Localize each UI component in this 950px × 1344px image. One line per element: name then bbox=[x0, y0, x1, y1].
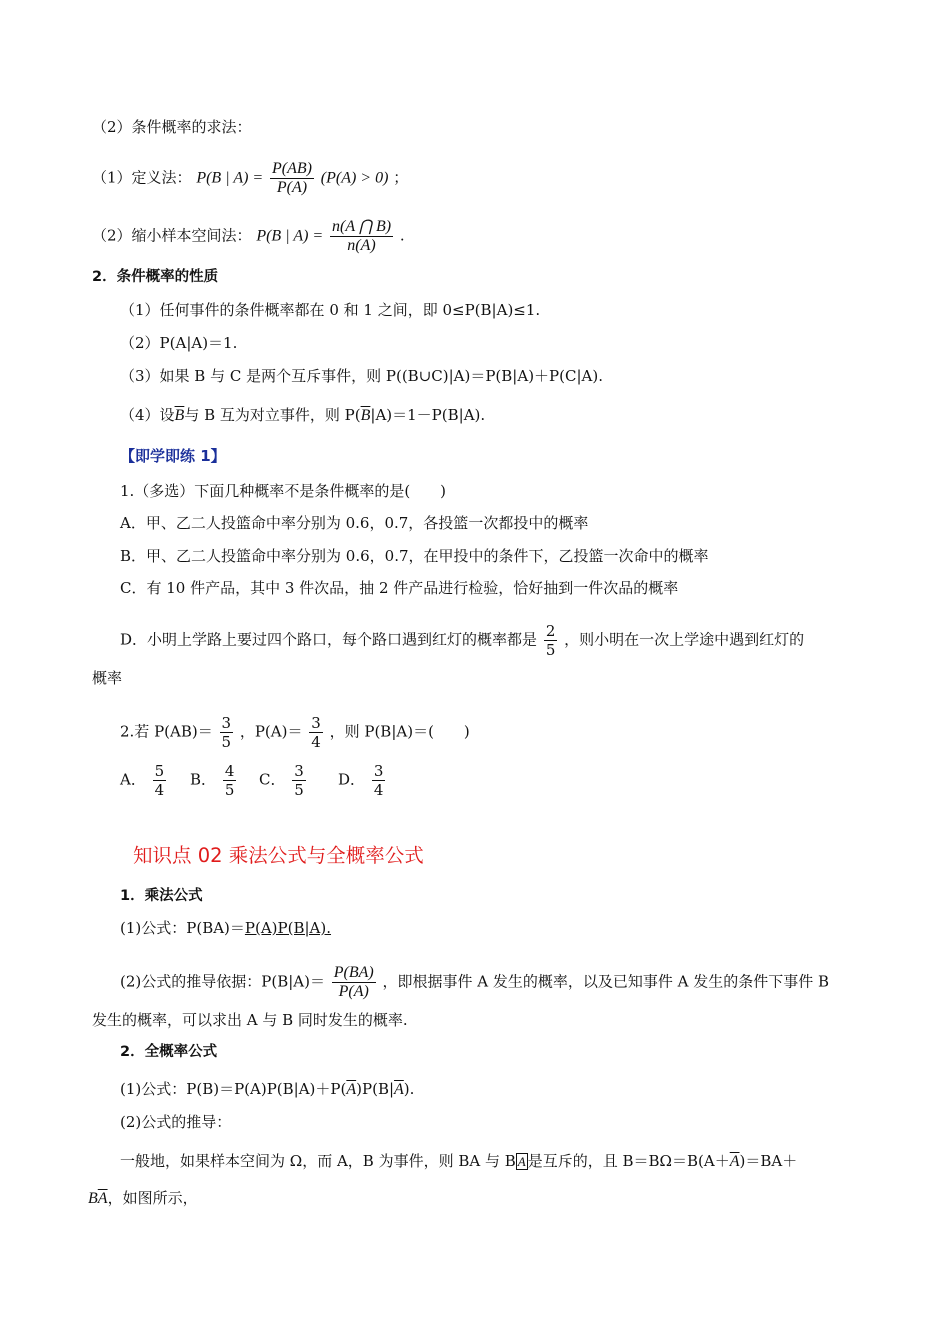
g3-a: 一般地，如果样本空间为 Ω，而 A，B 为事件，则 BA 与 B bbox=[120, 1152, 516, 1170]
q2-option-c-label: C． bbox=[259, 770, 286, 789]
q2-option-b bbox=[190, 762, 238, 799]
def-lhs: P(B | A) = bbox=[196, 169, 264, 187]
question-1-option-a: A．甲、乙二人投篮命中率分别为 0.6，0.7，各投篮一次都投中的概率 bbox=[120, 514, 589, 532]
q2-option-d-den: 4 bbox=[373, 781, 384, 799]
total-probability-heading: 2．全概率公式 bbox=[120, 1044, 218, 1060]
q2-option-b-num: 4 bbox=[224, 762, 235, 780]
q2-option-a-frac bbox=[153, 762, 167, 799]
multiplication-heading: 1．乘法公式 bbox=[120, 888, 203, 904]
shrink-end: . bbox=[399, 226, 405, 245]
g4-c: ，如图所示， bbox=[107, 1189, 198, 1207]
q2-a: 2.若 P(AB)＝ bbox=[120, 722, 213, 741]
def-condition: (P(A) > 0) bbox=[320, 169, 389, 187]
def-numerator: P(AB) bbox=[272, 160, 312, 177]
g1-b-bar: $\overline{A}$ bbox=[346, 1081, 357, 1098]
q2-d2: 4 bbox=[311, 733, 321, 751]
multiplication-derivation-cont: 发生的概率，可以求出 A 与 B 同时发生的概率. bbox=[92, 1011, 408, 1029]
p4-a: （4）设 bbox=[120, 406, 175, 424]
f2-a: (2)公式的推导依据：P(B|A)＝ bbox=[120, 972, 325, 991]
question-1-option-b: B．甲、乙二人投篮命中率分别为 0.6，0.7，在甲投中的条件下，乙投篮一次命中的概率 bbox=[120, 547, 709, 565]
q2-option-c-num: 3 bbox=[294, 762, 304, 780]
g1-e: ). bbox=[403, 1080, 415, 1098]
g3-b-boxed: A bbox=[517, 1154, 526, 1169]
q2-option-d-num: 3 bbox=[373, 762, 384, 780]
multiplication-derivation bbox=[120, 964, 829, 1001]
def-fraction bbox=[270, 160, 314, 197]
q2-b: ，P(A)＝ bbox=[239, 722, 303, 741]
q2-c: ，则 P(B|A)＝( ) bbox=[329, 722, 470, 741]
shrink-denominator: n(A) bbox=[347, 237, 376, 254]
g1-a: (1)公式：P(B)＝P(A)P(B|A)＋P( bbox=[120, 1080, 347, 1098]
property-1: （1）任何事件的条件概率都在 0 和 1 之间，即 0≤P(B|A)≤1. bbox=[120, 301, 541, 319]
practice-title: 【即学即练 1】 bbox=[120, 447, 226, 465]
shrink-fraction bbox=[330, 218, 393, 255]
f2-b: ，即根据事件 A 发生的概率，以及已知事件 A 发生的条件下事件 B bbox=[382, 972, 830, 991]
q2-d1: 5 bbox=[221, 733, 232, 751]
q1d-b: ，则小明在一次上学途中遇到红灯的 bbox=[564, 630, 805, 649]
q1d-den: 5 bbox=[545, 641, 556, 659]
property-2: （2）P(A|A)＝1. bbox=[120, 334, 238, 352]
derivation-line-2 bbox=[88, 1188, 198, 1209]
f1-a: (1)公式：P(BA)＝ bbox=[120, 919, 245, 937]
derivation-line-1 bbox=[120, 1151, 797, 1172]
g1-d-bar: $\overline{A}$ bbox=[394, 1081, 404, 1098]
q2-option-d-frac bbox=[372, 762, 386, 799]
q1d-num: 2 bbox=[545, 622, 556, 640]
q2-option-b-label: B． bbox=[190, 770, 217, 789]
def-label: （1）定义法： bbox=[92, 168, 192, 187]
q2-option-c-den: 5 bbox=[294, 781, 304, 799]
p4-b-bar: $\overline{B}$ bbox=[174, 407, 185, 424]
q2-n2: 3 bbox=[311, 714, 321, 732]
total-probability-derivation: (2)公式的推导： bbox=[120, 1113, 232, 1131]
question-2 bbox=[120, 714, 470, 751]
p4-e: |A)＝1－P(B|A). bbox=[370, 406, 486, 424]
def-denominator: P(A) bbox=[276, 179, 308, 196]
f2-den: P(A) bbox=[338, 983, 369, 1000]
shrink-lhs: P(B | A) = bbox=[256, 227, 324, 245]
property-4 bbox=[120, 405, 485, 426]
p4-d-bar: $\overline{B}$ bbox=[360, 407, 371, 424]
g4-a: B bbox=[88, 1190, 98, 1207]
q2-option-a-label: A． bbox=[120, 770, 146, 789]
q2-option-c-frac bbox=[292, 762, 306, 799]
question-1-option-d-cont: 概率 bbox=[92, 669, 123, 687]
q2-option-d bbox=[338, 762, 387, 799]
q2-option-d-label: D． bbox=[338, 770, 366, 789]
q1d-fraction bbox=[544, 622, 558, 659]
q1d-a: D．小明上学路上要过四个路口，每个路口遇到红灯的概率都是 bbox=[120, 630, 538, 649]
properties-heading: 2．条件概率的性质 bbox=[92, 269, 219, 285]
property-3: （3）如果 B 与 C 是两个互斥事件，则 P((B∪C)|A)＝P(B|A)＋P(C|A). bbox=[120, 367, 603, 385]
p4-c: 与 B 互为对立事件，则 P( bbox=[184, 406, 361, 424]
g3-e: )＝BA＋ bbox=[739, 1152, 798, 1170]
question-1-option-c: C．有 10 件产品，其中 3 件次品，抽 2 件产品进行检验，恰好抽到一件次品的概率 bbox=[120, 579, 679, 597]
shrink-numerator: n(A ⋂ B) bbox=[332, 218, 392, 235]
q2-option-a-num: 5 bbox=[154, 762, 165, 780]
total-probability-formula bbox=[120, 1079, 414, 1100]
shrink-sample-method bbox=[92, 218, 405, 255]
definition-method bbox=[92, 160, 408, 197]
question-1: 1.（多选）下面几种概率不是条件概率的是( ) bbox=[120, 482, 447, 500]
f2-num: P(BA) bbox=[333, 964, 374, 981]
g1-c: )P(B| bbox=[356, 1080, 395, 1098]
q2-option-b-den: 5 bbox=[224, 781, 235, 799]
multiplication-formula bbox=[120, 918, 331, 938]
def-end: ； bbox=[393, 168, 409, 187]
q2-option-a-den: 4 bbox=[154, 781, 165, 799]
f1-b-underlined: P(A)P(B|A). bbox=[244, 919, 332, 937]
method-heading: （2）条件概率的求法： bbox=[92, 118, 252, 136]
q2-option-a bbox=[120, 762, 168, 799]
q2-frac-2 bbox=[309, 714, 323, 751]
shrink-label: （2）缩小样本空间法： bbox=[92, 226, 252, 245]
q2-frac-1 bbox=[220, 714, 234, 751]
g3-d-bar: $\overline{A}$ bbox=[729, 1153, 740, 1170]
f2-fraction bbox=[332, 964, 376, 1001]
g4-b-bar: $\overline{A}$ bbox=[97, 1190, 108, 1207]
question-1-option-d bbox=[120, 622, 804, 659]
q2-n1: 3 bbox=[221, 714, 232, 732]
g3-c: 是互斥的，且 B＝BΩ＝B(A＋ bbox=[527, 1152, 730, 1170]
q2-option-b-frac bbox=[223, 762, 237, 799]
knowledge-point-title: 知识点 02 乘法公式与全概率公式 bbox=[133, 844, 424, 867]
q2-option-c bbox=[259, 762, 308, 799]
